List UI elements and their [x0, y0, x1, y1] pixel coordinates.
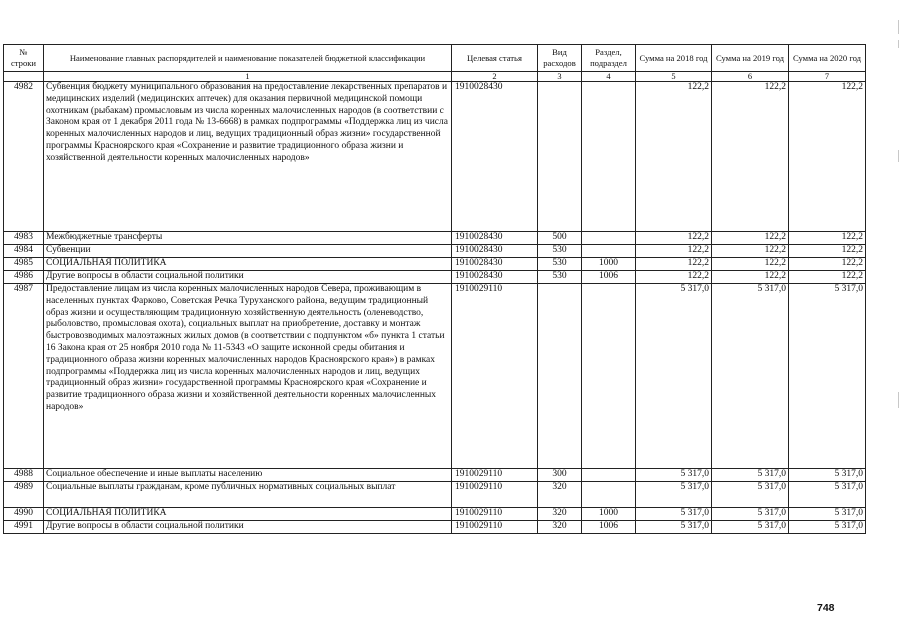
row-sum-2019: 5 317,0	[712, 482, 789, 508]
row-name: Субвенции	[44, 245, 452, 258]
scan-edge-mark	[898, 20, 899, 34]
row-sum-2020: 122,2	[789, 258, 866, 271]
row-sum-2018: 5 317,0	[636, 284, 712, 469]
row-section: 1006	[582, 521, 636, 534]
row-name: Субвенция бюджету муниципального образования на предоставление лекарственных препаратов и медицинских изделий (медицинских аптечек) для оказания первичной медицинской помощи охотникам (рыбакам) промысловым из числа коренных малочисленных народов (в соответствии с Законом края от 1 декабря 2011 года № 13-6668) в рамках подпрограммы «Поддержка лиц из числа коренных малочисленных народов и лиц, ведущих традиционный образ жизни» государственной программы Красноярского края «Сохранение и развитие традиционного образа жизни и хозяйственной деятельности коренных малочисленных народов»	[44, 82, 452, 232]
header-sum-2018: Сумма на 2018 год	[636, 45, 712, 72]
row-sum-2020: 5 317,0	[789, 508, 866, 521]
row-target: 1910029110	[452, 482, 538, 508]
row-sum-2018: 122,2	[636, 271, 712, 284]
budget-table	[3, 44, 866, 534]
row-number: 4987	[4, 284, 44, 469]
table-row	[4, 82, 866, 232]
row-sum-2019: 5 317,0	[712, 508, 789, 521]
scan-edge-mark	[898, 40, 899, 48]
header-row-no: № строки	[4, 45, 44, 72]
row-section: 1000	[582, 258, 636, 271]
row-section	[582, 245, 636, 258]
table-row	[4, 245, 866, 258]
column-number-row	[4, 72, 866, 82]
column-number: 1	[44, 72, 452, 82]
row-number: 4984	[4, 245, 44, 258]
scan-edge-mark	[898, 392, 899, 408]
table-row	[4, 521, 866, 534]
row-sum-2018: 122,2	[636, 258, 712, 271]
row-number: 4990	[4, 508, 44, 521]
table-row	[4, 271, 866, 284]
row-section	[582, 469, 636, 482]
column-number: 5	[636, 72, 712, 82]
column-number: 2	[452, 72, 538, 82]
row-section	[582, 284, 636, 469]
row-number: 4991	[4, 521, 44, 534]
row-sum-2019: 5 317,0	[712, 521, 789, 534]
row-name: Предоставление лицам из числа коренных малочисленных народов Севера, проживающим в населенных пунктах Фарково, Советская Речка Туруханского района, ведущим традиционный образ жизни и осуществляющим традиционную хозяйственную деятельность (оленеводство, рыболовство, промысловая охота), социальных выплат на приобретение, доставку и монтаж быстровозводимых малоэтажных жилых домов (в соответствии с подпунктом «б» пункта 1 статьи 16 Закона края от 25 ноября 2010 года № 11-5343 «О защите исконной среды обитания и традиционного образа жизни коренных малочисленных народов Красноярского края») в рамках подпрограммы «Поддержка лиц из числа коренных малочисленных народов и лиц, ведущих традиционный образ жизни» государственной программы Красноярского края «Сохранение и развитие традиционного образа жизни и хозяйственной деятельности коренных малочисленных народов»	[44, 284, 452, 469]
row-target: 1910028430	[452, 245, 538, 258]
row-sum-2019: 122,2	[712, 245, 789, 258]
scan-edge-mark	[898, 150, 899, 162]
row-number: 4989	[4, 482, 44, 508]
row-number: 4985	[4, 258, 44, 271]
row-sum-2020: 5 317,0	[789, 284, 866, 469]
row-sum-2020: 122,2	[789, 232, 866, 245]
row-name: СОЦИАЛЬНАЯ ПОЛИТИКА	[44, 258, 452, 271]
table-row	[4, 284, 866, 469]
header-expense-type: Вид расходов	[538, 45, 582, 72]
row-name: СОЦИАЛЬНАЯ ПОЛИТИКА	[44, 508, 452, 521]
column-number	[4, 72, 44, 82]
row-expense-type	[538, 82, 582, 232]
row-sum-2019: 122,2	[712, 258, 789, 271]
row-name: Другие вопросы в области социальной политики	[44, 271, 452, 284]
row-section	[582, 82, 636, 232]
row-sum-2019: 122,2	[712, 82, 789, 232]
column-number: 4	[582, 72, 636, 82]
row-target: 1910028430	[452, 232, 538, 245]
row-sum-2020: 5 317,0	[789, 482, 866, 508]
table-row	[4, 482, 866, 508]
row-target: 1910029110	[452, 508, 538, 521]
header-sum-2019: Сумма на 2019 год	[712, 45, 789, 72]
page-number: 748	[817, 602, 835, 614]
header-section: Раздел, подраздел	[582, 45, 636, 72]
row-sum-2018: 5 317,0	[636, 469, 712, 482]
row-name: Другие вопросы в области социальной политики	[44, 521, 452, 534]
row-section	[582, 232, 636, 245]
row-target: 1910029110	[452, 521, 538, 534]
row-sum-2018: 5 317,0	[636, 482, 712, 508]
row-sum-2018: 122,2	[636, 245, 712, 258]
header-target: Целевая статья	[452, 45, 538, 72]
row-target: 1910028430	[452, 271, 538, 284]
row-target: 1910028430	[452, 82, 538, 232]
row-expense-type: 530	[538, 258, 582, 271]
row-target: 1910028430	[452, 258, 538, 271]
row-number: 4983	[4, 232, 44, 245]
row-name: Межбюджетные трансферты	[44, 232, 452, 245]
row-name: Социальные выплаты гражданам, кроме публичных нормативных социальных выплат	[44, 482, 452, 508]
row-number: 4982	[4, 82, 44, 232]
row-target: 1910029110	[452, 284, 538, 469]
row-sum-2019: 122,2	[712, 271, 789, 284]
column-number: 3	[538, 72, 582, 82]
table-row	[4, 232, 866, 245]
table-row	[4, 258, 866, 271]
column-number: 7	[789, 72, 866, 82]
row-number: 4986	[4, 271, 44, 284]
row-sum-2020: 122,2	[789, 82, 866, 232]
row-sum-2018: 122,2	[636, 232, 712, 245]
row-sum-2020: 122,2	[789, 245, 866, 258]
row-expense-type	[538, 284, 582, 469]
row-number: 4988	[4, 469, 44, 482]
row-expense-type: 320	[538, 521, 582, 534]
row-name: Социальное обеспечение и иные выплаты населению	[44, 469, 452, 482]
row-expense-type: 320	[538, 508, 582, 521]
header-sum-2020: Сумма на 2020 год	[789, 45, 866, 72]
row-sum-2018: 5 317,0	[636, 521, 712, 534]
row-expense-type: 500	[538, 232, 582, 245]
row-expense-type: 530	[538, 271, 582, 284]
table-row	[4, 508, 866, 521]
row-sum-2018: 5 317,0	[636, 508, 712, 521]
table-row	[4, 469, 866, 482]
header-name: Наименование главных распорядителей и наименование показателей бюджетной классификации	[44, 45, 452, 72]
row-section: 1006	[582, 271, 636, 284]
row-section: 1000	[582, 508, 636, 521]
row-sum-2019: 5 317,0	[712, 284, 789, 469]
row-expense-type: 320	[538, 482, 582, 508]
row-expense-type: 530	[538, 245, 582, 258]
column-number: 6	[712, 72, 789, 82]
row-sum-2019: 122,2	[712, 232, 789, 245]
row-expense-type: 300	[538, 469, 582, 482]
row-sum-2020: 122,2	[789, 271, 866, 284]
header-row	[4, 45, 866, 72]
row-target: 1910029110	[452, 469, 538, 482]
row-sum-2020: 5 317,0	[789, 469, 866, 482]
row-sum-2019: 5 317,0	[712, 469, 789, 482]
row-section	[582, 482, 636, 508]
row-sum-2018: 122,2	[636, 82, 712, 232]
row-sum-2020: 5 317,0	[789, 521, 866, 534]
